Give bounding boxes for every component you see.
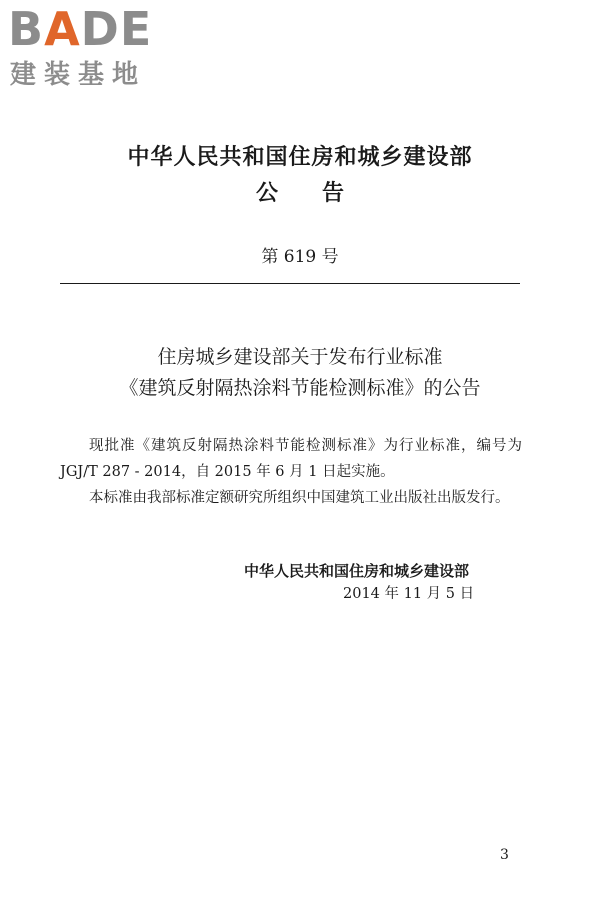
page-number: 3 [500,847,509,863]
header-divider [60,283,520,284]
document-type-title: 公告 [255,180,388,206]
logo-wordmark: BADE [8,2,153,56]
logo-accent-letter: A [44,2,81,56]
subject-line-2: 《建筑反射隔热涂料节能检测标准》的公告 [119,377,481,399]
announcement-subject [0,342,600,404]
logo-tagline: 建装基地 [10,60,147,90]
body-paragraph-2: 本标准由我部标准定额研究所组织中国建筑工业出版社出版发行。 [89,490,510,506]
body-paragraph-1: 现批准《建筑反射隔热涂料节能检测标准》为行业标准，编号为 JGJ/T 287 - 2014，自 2015 年 6 月 1 日起实施。 [60,438,522,480]
bade-logo [8,4,178,94]
issuer-signature: 中华人民共和国住房和城乡建设部 [244,562,470,580]
announcement-body [60,433,522,511]
ministry-title: 中华人民共和国住房和城乡建设部 [127,144,473,170]
issue-date: 2014 年 11 月 5 日 [343,586,475,602]
subject-line-1: 住房城乡建设部关于发布行业标准 [157,346,443,368]
announcement-number: 第 619 号 [261,247,339,267]
